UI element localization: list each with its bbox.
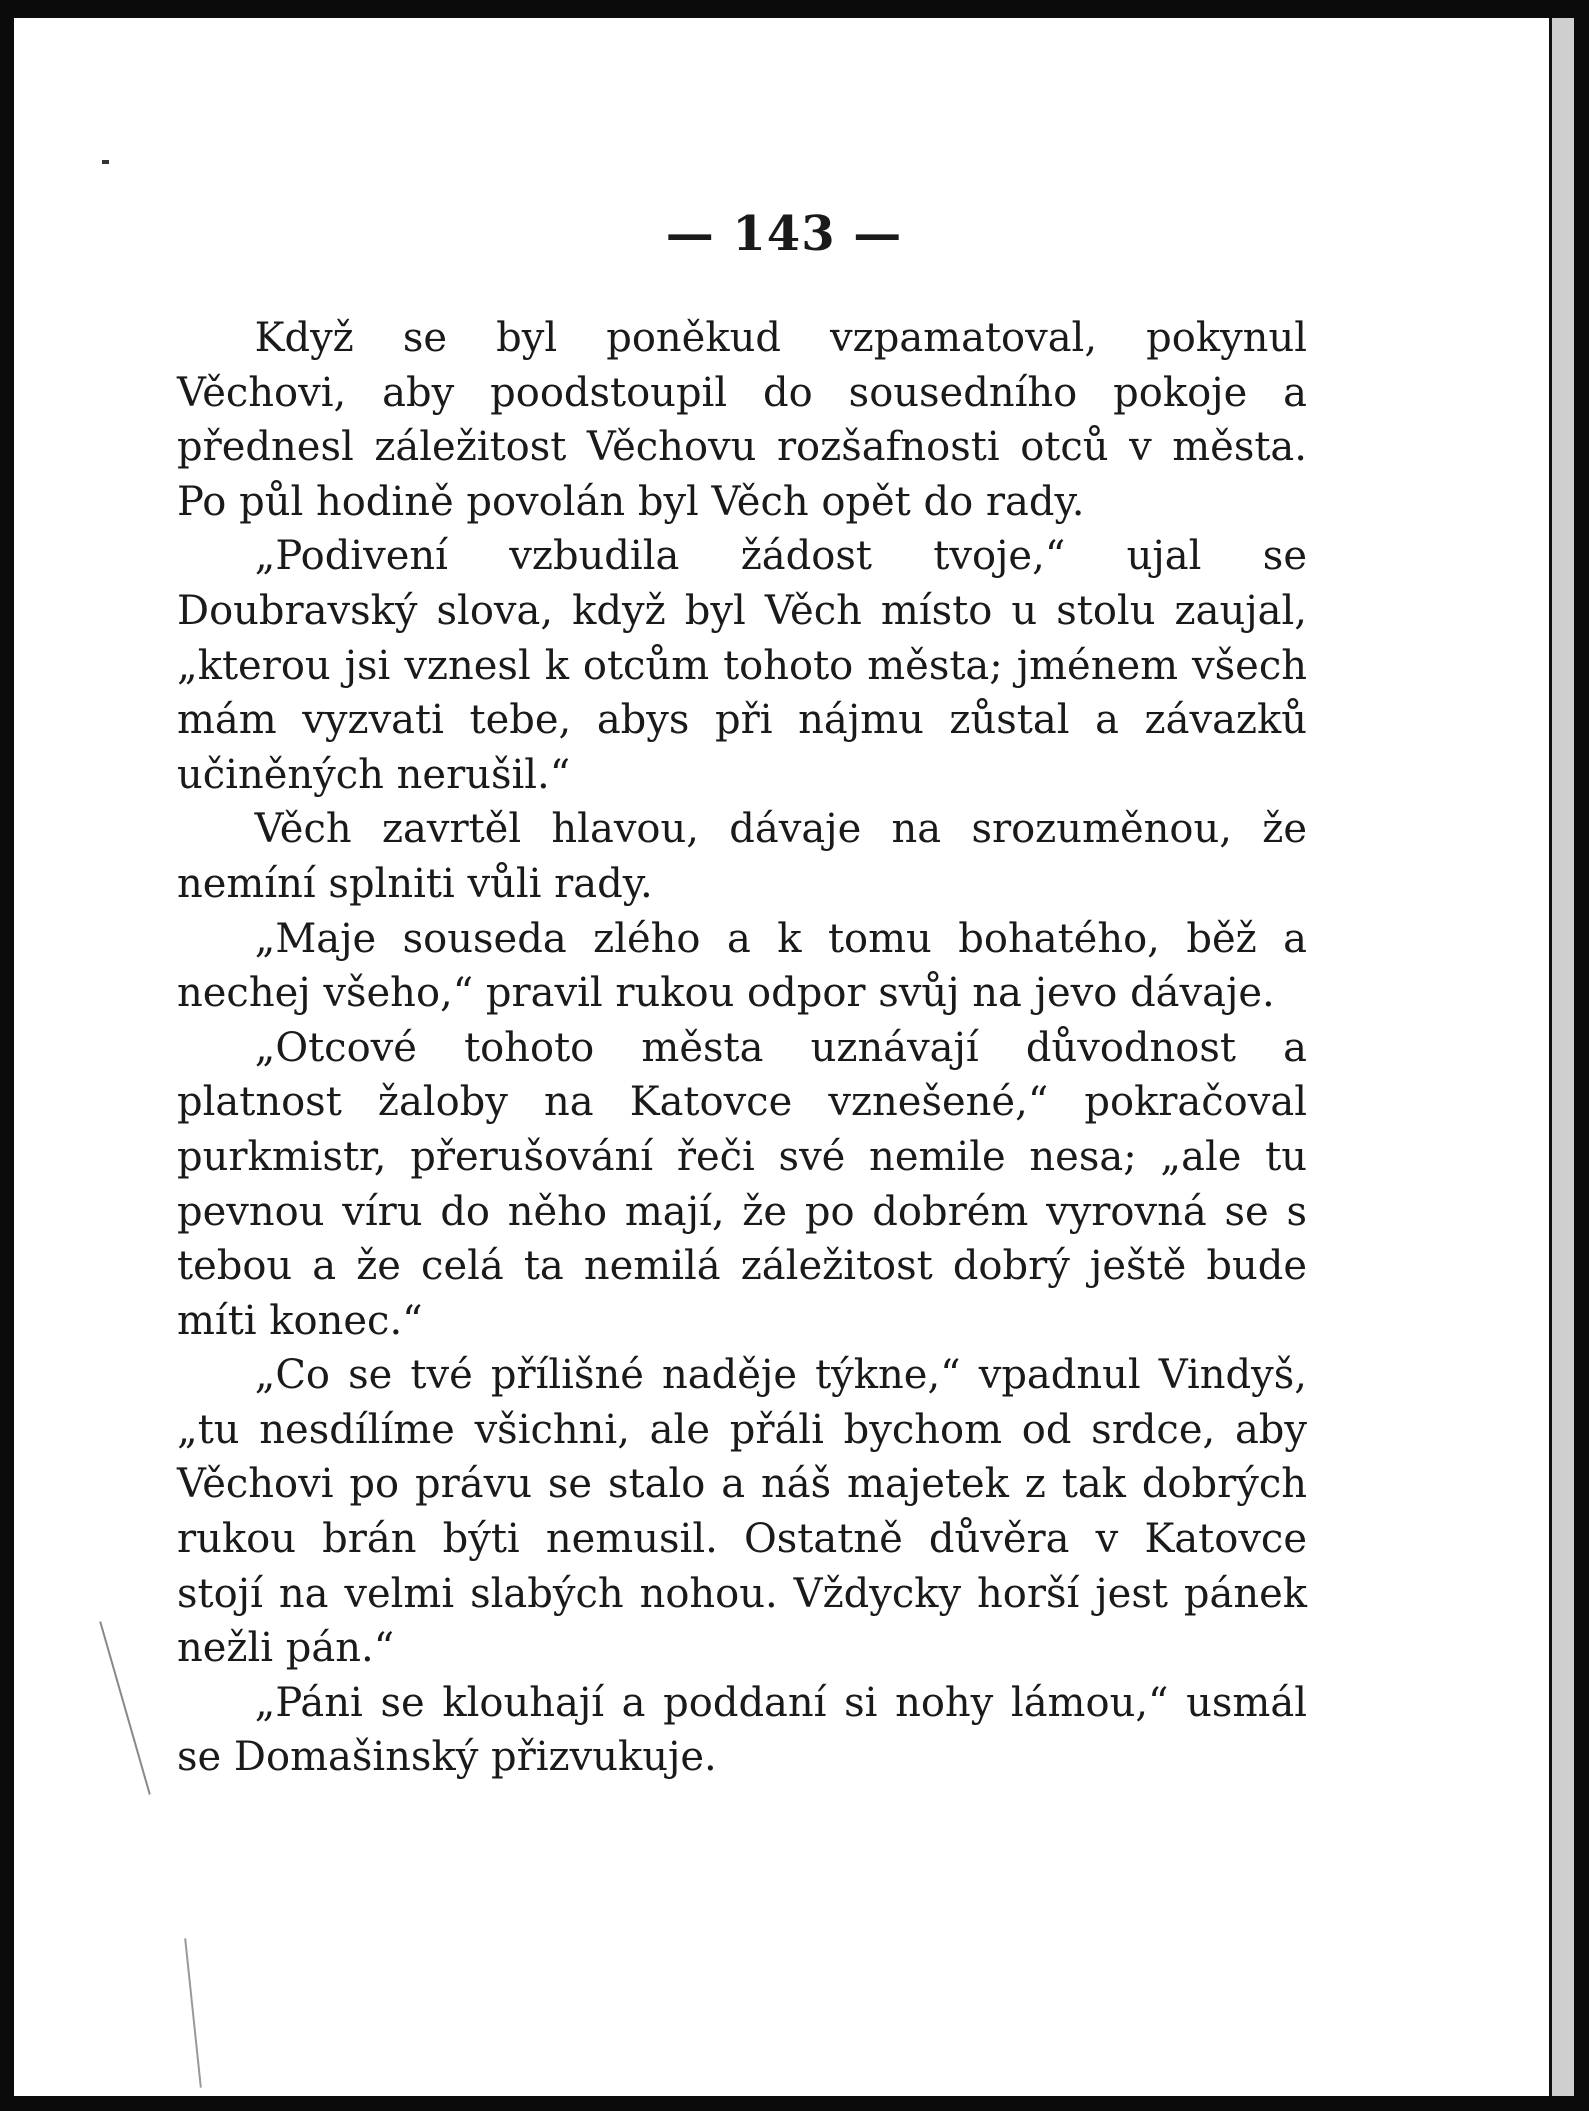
paragraph: „Co se tvé přílišné naděje týkne,“ vpadnul Vindyš, „tu nesdílíme všichni, ale přáli bychom od srdce, aby Věchovi po právu se stalo a náš majetek z tak dobrých rukou brán býti nemusil. Ostatně důvěra v Katovce stojí na velmi slabých nohou. Vždycky horší jest pánek nežli pán.“ [177,1352,1307,1672]
paragraph: Když se byl poněkud vzpamatoval, pokynul Věchovi, aby poodstoupil do sousedního pokoje a přednesl záležitost Věchovu rozšafnosti otců v města. Po půl hodině povolán byl Věch opět do rady. [177,315,1307,525]
paragraph: „Podivení vzbudila žádost tvoje,“ ujal se Doubravský slova, když byl Věch místo u stolu zaujal, „kterou jsi vznesl k otcům tohoto města; jménem všech mám vyzvati tebe, abys při nájmu zůstal a závazků učiněných nerušil.“ [177,533,1307,798]
paragraph: „Maje souseda zlého a k tomu bohatého, běž a nechej všeho,“ pravil rukou odpor svůj na jevo dávaje. [177,915,1307,1017]
scan-speck [102,160,109,164]
scan-scratch [184,1938,202,2087]
page-edge [1549,18,1574,2096]
paragraph: „Otcové tohoto města uznávají důvodnost a platnost žaloby na Katovce vznešené,“ pokračoval purkmistr, přerušování řeči své nemile nesa; „ale tu pevnou víru do něho mají, že po dobrém vyrovná se s tebou a že celá ta nemilá záležitost dobrý ještě bude míti konec.“ [177,1024,1307,1344]
scan-scratch [99,1621,151,1795]
body-text [177,311,1307,1785]
page-number: — 143 — [665,206,903,262]
paragraph: „Páni se klouhají a poddaní si nohy lámou,“ usmál se Domašinský přizvukuje. [177,1679,1307,1781]
paragraph: Věch zavrtěl hlavou, dávaje na srozuměnou, že nemíní splniti vůli rady. [177,806,1307,907]
book-page [14,18,1574,2096]
